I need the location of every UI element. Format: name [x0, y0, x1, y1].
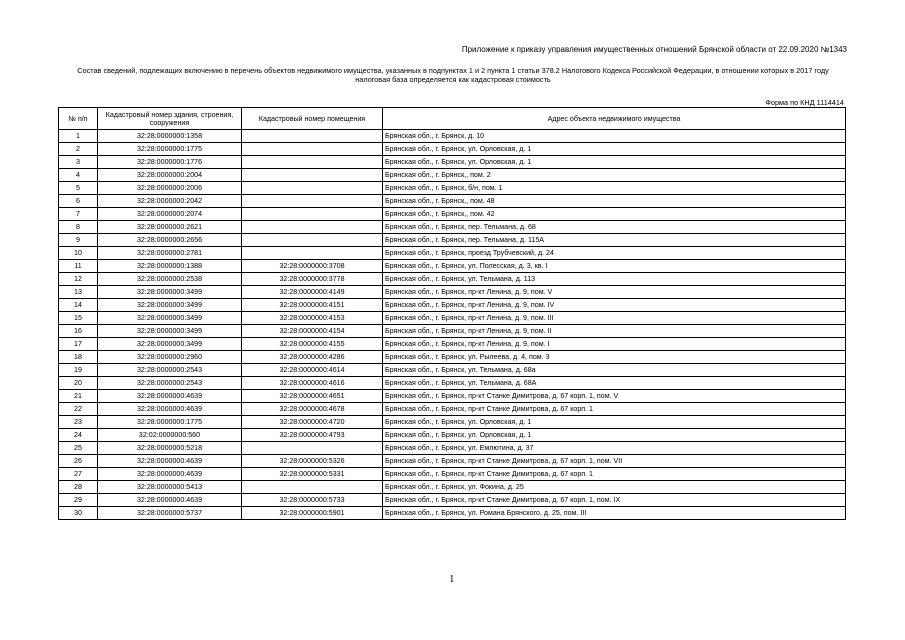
- table-row: [59, 351, 846, 364]
- room-cadastral-number: [242, 143, 383, 156]
- row-number: 24: [59, 429, 98, 442]
- table-row: [59, 429, 846, 442]
- page-number: 1: [449, 573, 455, 585]
- object-address: Брянская обл., г. Брянск, пр-кт Ленина, д. 9, пом. IV: [383, 299, 846, 312]
- column-header-number: № п/п: [59, 108, 98, 130]
- object-address: Брянская обл., г. Брянск, пр-кт Ленина, д. 9, пом. V: [383, 286, 846, 299]
- building-cadastral-number: 32:28:0000000:4639: [98, 390, 242, 403]
- building-cadastral-number: 32:28:0000000:3499: [98, 325, 242, 338]
- building-cadastral-number: 32:28:0000000:2543: [98, 364, 242, 377]
- object-address: Брянская обл., г. Брянск, б/н, пом. 1: [383, 182, 846, 195]
- object-address: Брянская обл., г. Брянск, пр-кт Станке Димитрова, д. 67 корп. 1, пом. V: [383, 390, 846, 403]
- row-number: 18: [59, 351, 98, 364]
- table-row: [59, 221, 846, 234]
- row-number: 2: [59, 143, 98, 156]
- column-header-building-cadastral: Кадастровый номер здания, строения, сооружения: [98, 108, 242, 130]
- object-address: Брянская обл., г. Брянск, д. 10: [383, 130, 846, 143]
- table-row: [59, 507, 846, 520]
- building-cadastral-number: 32:28:0000000:1775: [98, 143, 242, 156]
- row-number: 12: [59, 273, 98, 286]
- object-address: Брянская обл., г. Брянск, пр-кт Станке Димитрова, д. 67 корп. 1: [383, 403, 846, 416]
- header-note: Приложение к приказу управления имущественных отношений Брянской области от 22.09.2020 №1343: [461, 45, 847, 54]
- object-address: Брянская обл., г. Брянск, пр-кт Ленина, д. 9, пом. I: [383, 338, 846, 351]
- object-address: Брянская обл., г. Брянск, пер. Тельмана, д. 68: [383, 221, 846, 234]
- building-cadastral-number: 32:28:0000000:4639: [98, 403, 242, 416]
- row-number: 10: [59, 247, 98, 260]
- table-row: [59, 247, 846, 260]
- room-cadastral-number: [242, 208, 383, 221]
- object-address: Брянская обл., г. Брянск, ул. Тельмана, д. 68а: [383, 364, 846, 377]
- room-cadastral-number: 32:28:0000000:5901: [242, 507, 383, 520]
- row-number: 19: [59, 364, 98, 377]
- object-address: Брянская обл., г. Брянск,, пом. 42: [383, 208, 846, 221]
- room-cadastral-number: 32:28:0000000:5733: [242, 494, 383, 507]
- table-row: [59, 169, 846, 182]
- row-number: 4: [59, 169, 98, 182]
- table-row: [59, 481, 846, 494]
- building-cadastral-number: 32:28:0000000:4639: [98, 494, 242, 507]
- room-cadastral-number: [242, 130, 383, 143]
- room-cadastral-number: [242, 234, 383, 247]
- room-cadastral-number: 32:28:0000000:4651: [242, 390, 383, 403]
- building-cadastral-number: 32:28:0000000:2006: [98, 182, 242, 195]
- room-cadastral-number: 32:28:0000000:5331: [242, 468, 383, 481]
- form-code: Форма по КНД 1114414: [765, 98, 844, 107]
- object-address: Брянская обл., г. Брянск, ул. Орловская, д. 1: [383, 156, 846, 169]
- object-address: Брянская обл., г. Брянск, ул. Орловская, д. 1: [383, 429, 846, 442]
- room-cadastral-number: 32:28:0000000:4153: [242, 312, 383, 325]
- row-number: 14: [59, 299, 98, 312]
- room-cadastral-number: 32:28:0000000:4286: [242, 351, 383, 364]
- room-cadastral-number: 32:28:0000000:4155: [242, 338, 383, 351]
- room-cadastral-number: 32:28:0000000:3708: [242, 260, 383, 273]
- object-address: Брянская обл., г. Брянск, ул. Романа Брянского, д. 25, пом. III: [383, 507, 846, 520]
- building-cadastral-number: 32:28:0000000:4639: [98, 468, 242, 481]
- row-number: 1: [59, 130, 98, 143]
- table-row: [59, 468, 846, 481]
- object-address: Брянская обл., г. Брянск, ул. Полесская, д. 3, кв. I: [383, 260, 846, 273]
- table-header-row: [59, 108, 846, 130]
- building-cadastral-number: 32:28:0000000:3499: [98, 299, 242, 312]
- building-cadastral-number: 32:02:0000000:560: [98, 429, 242, 442]
- row-number: 15: [59, 312, 98, 325]
- object-address: Брянская обл., г. Брянск, ул. Орловская, д. 1: [383, 416, 846, 429]
- row-number: 8: [59, 221, 98, 234]
- building-cadastral-number: 32:28:0000000:2042: [98, 195, 242, 208]
- room-cadastral-number: [242, 481, 383, 494]
- table-row: [59, 312, 846, 325]
- row-number: 26: [59, 455, 98, 468]
- building-cadastral-number: 32:28:0000000:2656: [98, 234, 242, 247]
- object-address: Брянская обл., г. Брянск,, пом. 2: [383, 169, 846, 182]
- object-address: Брянская обл., г. Брянск, ул. Тельмана, д. 113: [383, 273, 846, 286]
- row-number: 29: [59, 494, 98, 507]
- row-number: 7: [59, 208, 98, 221]
- building-cadastral-number: 32:28:0000000:2004: [98, 169, 242, 182]
- building-cadastral-number: 32:28:0000000:2621: [98, 221, 242, 234]
- row-number: 5: [59, 182, 98, 195]
- object-address: Брянская обл., г. Брянск, пр-кт Станке Димитрова, д. 67 корп. 1, пом. VII: [383, 455, 846, 468]
- table-row: [59, 403, 846, 416]
- building-cadastral-number: 32:28:0000000:2074: [98, 208, 242, 221]
- table-row: [59, 442, 846, 455]
- row-number: 3: [59, 156, 98, 169]
- row-number: 13: [59, 286, 98, 299]
- table-row: [59, 143, 846, 156]
- table-row: [59, 260, 846, 273]
- room-cadastral-number: [242, 169, 383, 182]
- room-cadastral-number: 32:28:0000000:4614: [242, 364, 383, 377]
- row-number: 11: [59, 260, 98, 273]
- row-number: 27: [59, 468, 98, 481]
- building-cadastral-number: 32:28:0000000:5413: [98, 481, 242, 494]
- object-address: Брянская обл., г. Брянск, пр-кт Ленина, д. 9, пом. III: [383, 312, 846, 325]
- building-cadastral-number: 32:28:0000000:1388: [98, 260, 242, 273]
- building-cadastral-number: 32:28:0000000:5218: [98, 442, 242, 455]
- column-header-address: Адрес объекта недвижимого имущества: [383, 108, 846, 130]
- table-row: [59, 208, 846, 221]
- building-cadastral-number: 32:28:0000000:2960: [98, 351, 242, 364]
- table-body: [59, 130, 846, 520]
- room-cadastral-number: 32:28:0000000:4151: [242, 299, 383, 312]
- table-row: [59, 416, 846, 429]
- registry-table: [58, 107, 846, 520]
- room-cadastral-number: [242, 221, 383, 234]
- room-cadastral-number: [242, 247, 383, 260]
- room-cadastral-number: 32:28:0000000:4616: [242, 377, 383, 390]
- row-number: 23: [59, 416, 98, 429]
- building-cadastral-number: 32:28:0000000:2543: [98, 377, 242, 390]
- building-cadastral-number: 32:28:0000000:5737: [98, 507, 242, 520]
- object-address: Брянская обл., г. Брянск, ул. Тельмана, д. 68А: [383, 377, 846, 390]
- table-row: [59, 338, 846, 351]
- object-address: Брянская обл., г. Брянск,, пом. 48: [383, 195, 846, 208]
- table-row: [59, 494, 846, 507]
- object-address: Брянская обл., г. Брянск, проезд Трубчевский, д. 24: [383, 247, 846, 260]
- room-cadastral-number: [242, 195, 383, 208]
- building-cadastral-number: 32:28:0000000:1776: [98, 156, 242, 169]
- table-row: [59, 273, 846, 286]
- row-number: 9: [59, 234, 98, 247]
- table-row: [59, 364, 846, 377]
- table-row: [59, 455, 846, 468]
- row-number: 20: [59, 377, 98, 390]
- object-address: Брянская обл., г. Брянск, ул. Орловская, д. 1: [383, 143, 846, 156]
- building-cadastral-number: 32:28:0000000:2781: [98, 247, 242, 260]
- table-row: [59, 299, 846, 312]
- building-cadastral-number: 32:28:0000000:4639: [98, 455, 242, 468]
- room-cadastral-number: [242, 156, 383, 169]
- table-row: [59, 195, 846, 208]
- row-number: 6: [59, 195, 98, 208]
- room-cadastral-number: 32:28:0000000:4793: [242, 429, 383, 442]
- building-cadastral-number: 32:28:0000000:1775: [98, 416, 242, 429]
- table-row: [59, 377, 846, 390]
- building-cadastral-number: 32:28:0000000:3499: [98, 312, 242, 325]
- row-number: 25: [59, 442, 98, 455]
- row-number: 17: [59, 338, 98, 351]
- row-number: 22: [59, 403, 98, 416]
- room-cadastral-number: 32:28:0000000:4720: [242, 416, 383, 429]
- object-address: Брянская обл., г. Брянск, пр-кт Ленина, д. 9, пом. II: [383, 325, 846, 338]
- object-address: Брянская обл., г. Брянск, пр-кт Станке Димитрова, д. 67 корп. 1, пом. IX: [383, 494, 846, 507]
- table-row: [59, 390, 846, 403]
- row-number: 30: [59, 507, 98, 520]
- room-cadastral-number: 32:28:0000000:4154: [242, 325, 383, 338]
- building-cadastral-number: 32:28:0000000:3499: [98, 286, 242, 299]
- table-row: [59, 182, 846, 195]
- room-cadastral-number: 32:28:0000000:5326: [242, 455, 383, 468]
- table-row: [59, 286, 846, 299]
- building-cadastral-number: 32:28:0000000:1358: [98, 130, 242, 143]
- room-cadastral-number: 32:28:0000000:4149: [242, 286, 383, 299]
- row-number: 21: [59, 390, 98, 403]
- row-number: 16: [59, 325, 98, 338]
- object-address: Брянская обл., г. Брянск, пр-кт Станке Димитрова, д. 67 корп. 1: [383, 468, 846, 481]
- building-cadastral-number: 32:28:0000000:2538: [98, 273, 242, 286]
- row-number: 28: [59, 481, 98, 494]
- building-cadastral-number: 32:28:0000000:3499: [98, 338, 242, 351]
- object-address: Брянская обл., г. Брянск, ул. Рылеева, д. 4, пом. 3: [383, 351, 846, 364]
- table-row: [59, 234, 846, 247]
- room-cadastral-number: 32:28:0000000:4678: [242, 403, 383, 416]
- table-row: [59, 130, 846, 143]
- object-address: Брянская обл., г. Брянск, ул. Емлютина, д. 37: [383, 442, 846, 455]
- table-row: [59, 325, 846, 338]
- room-cadastral-number: 32:28:0000000:3778: [242, 273, 383, 286]
- column-header-room-cadastral: Кадастровый номер помещения: [242, 108, 383, 130]
- room-cadastral-number: [242, 442, 383, 455]
- room-cadastral-number: [242, 182, 383, 195]
- object-address: Брянская обл., г. Брянск, ул. Фокина, д. 25: [383, 481, 846, 494]
- table-row: [59, 156, 846, 169]
- document-title: Состав сведений, подлежащих включению в перечень объектов недвижимого имущества, указанных в подпунктах 1 и 2 пункта 1 статьи 378.2 Налогового Кодекса Российской Федерации, в отношении которых в 2017 году налоговая база определяется как кадастровая стоимость: [77, 66, 829, 84]
- object-address: Брянская обл., г. Брянск, пер. Тельмана, д. 115А: [383, 234, 846, 247]
